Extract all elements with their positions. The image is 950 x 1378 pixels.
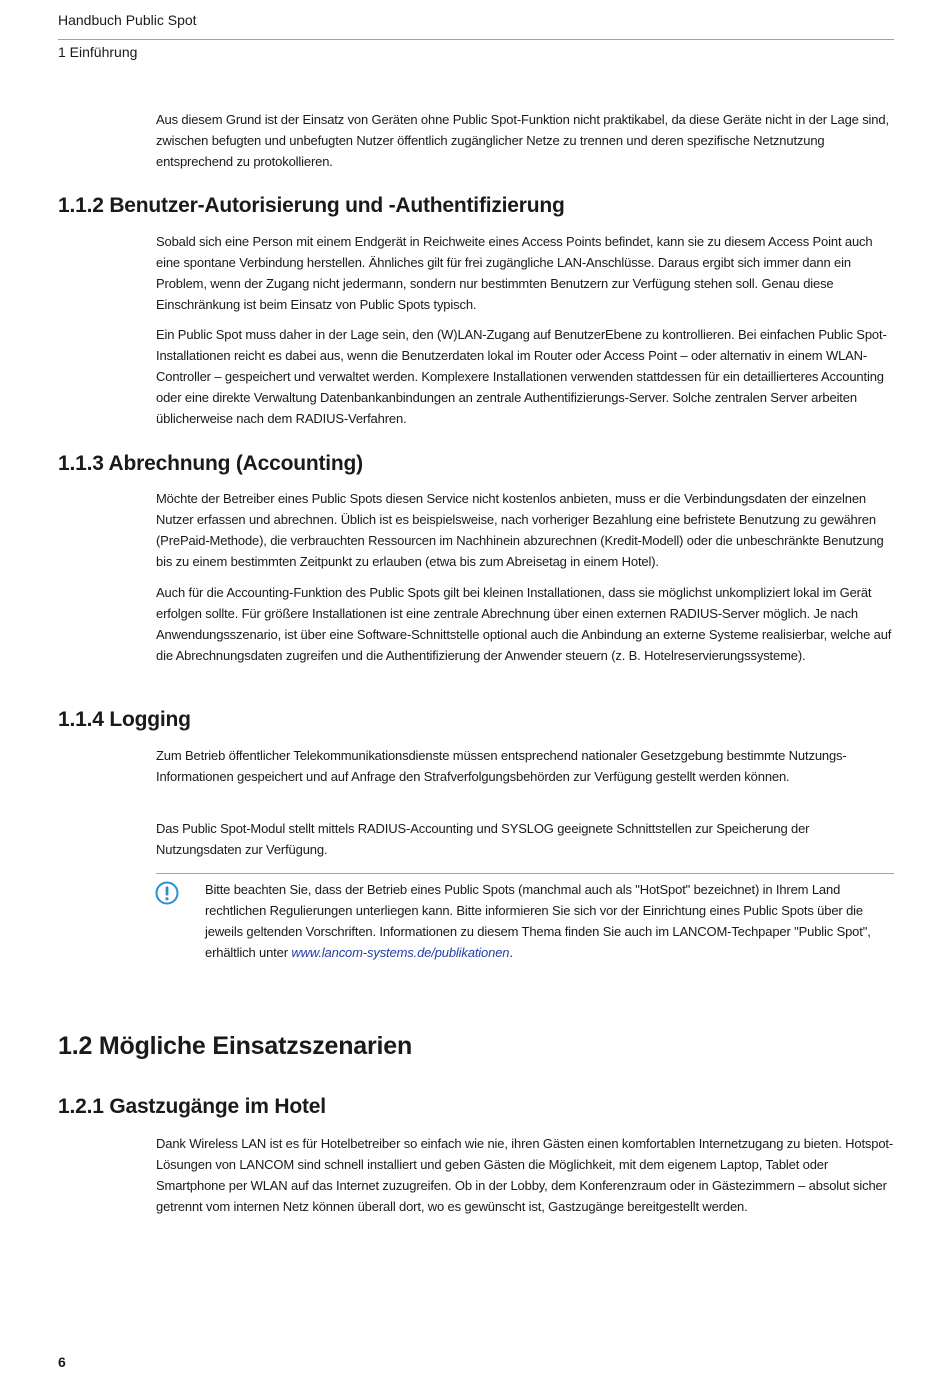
note-text [205, 879, 895, 963]
note-divider [156, 873, 894, 874]
heading-accounting: 1.1.3 Abrechnung (Accounting) [58, 452, 363, 475]
heading-hotel: 1.2.1 Gastzugänge im Hotel [58, 1095, 326, 1118]
header-divider [58, 39, 894, 40]
intro-paragraph: Aus diesem Grund ist der Einsatz von Geräten ohne Public Spot-Funktion nicht praktikabel, da diese Geräte nicht in der Lage sind, zwischen befugten und unbefugten Nutzer öffentlich zugänglicher Netze zu trennen und deren spezifische Netznutzung entsprechend zu protokollieren. [156, 112, 889, 169]
page-number: 6 [58, 1354, 66, 1370]
accounting-paragraph-1: Möchte der Betreiber eines Public Spots diesen Service nicht kostenlos anbieten, muss er die Verbindungsdaten der einzelnen Nutzer erfassen und abrechnen. Üblich ist es beispielsweise, nach vorheriger Bezahlung eine befristete Benutzung zu gewähren (PrePaid-Methode), die verbrauchten Ressourcen im Nachhinein abzurechnen (Kredit-Modell) oder die unbeschränkte Benutzung bis zu einem bestimmten Zeitpunkt zu erlauben (etwa bis zum Abreisetag in einem Hotel). [156, 491, 884, 569]
heading-scenarios: 1.2 Mögliche Einsatzszenarien [58, 1032, 413, 1060]
exclamation-circle-icon [155, 881, 179, 905]
page-header-chapter: 1 Einführung [58, 44, 138, 60]
note-end: . [509, 945, 513, 960]
heading-auth: 1.1.2 Benutzer-Autorisierung und -Authentifizierung [58, 194, 565, 217]
logging-paragraph-2: Das Public Spot-Modul stellt mittels RADIUS-Accounting und SYSLOG geeignete Schnittstellen zur Speicherung der Nutzungsdaten zur Verfügung. [156, 821, 810, 857]
publications-link[interactable]: www.lancom-systems.de/publikationen [291, 945, 510, 960]
accounting-paragraph-2: Auch für die Accounting-Funktion des Public Spots gilt bei kleinen Installationen, dass sie möglichst unkompliziert lokal im Gerät erfolgen sollte. Für größere Installationen ist eine zentrale Abrechnung über einen externen RADIUS-Server möglich. Je nach Anwendungsszenario, ist über eine Software-Schnittstelle optional auch die Anbindung an externe Systeme realisierbar, welche auf die Abrechnungsdaten zugreifen und die Authentifizierung der Anwender steuern (z. B. Hotelreservierungssysteme). [156, 585, 892, 663]
note-body: Bitte beachten Sie, dass der Betrieb eines Public Spots (manchmal auch als "HotSpot" bezeichnet) in Ihrem Land rechtlichen Regulierungen unterliegen kann. Bitte informieren Sie sich vor der Einrichtung eines Public Spots über die jeweils geltenden Vorschriften. Informationen zu diesem Thema finden Sie auch im LANCOM-Techpaper "Public Spot", erhältlich unter [205, 882, 871, 960]
logging-paragraph-1: Zum Betrieb öffentlicher Telekommunikationsdienste müssen entsprechend nationaler Gesetzgebung bestimmte Nutzungs-Informationen gespeichert und auf Anfrage den Strafverfolgungsbehörden zur Verfügung gestellt werden können. [156, 748, 847, 784]
heading-logging: 1.1.4 Logging [58, 708, 191, 731]
auth-paragraph-1: Sobald sich eine Person mit einem Endgerät in Reichweite eines Access Points befindet, kann sie zu diesem Access Point auch eine spontane Verbindung herstellen. Ähnliches gilt für frei zugängliche LAN-Anschlüsse. Daraus ergibt sich immer dann ein Problem, wenn der Zugang nicht jedermann, sondern nur bestimmten Benutzern zur Verfügung stehen soll. Genau diese Einschränkung ist beim Einsatz von Public Spots typisch. [156, 234, 873, 312]
page-header-title: Handbuch Public Spot [58, 12, 197, 28]
auth-paragraph-2: Ein Public Spot muss daher in der Lage sein, den (W)LAN-Zugang auf BenutzerEbene zu kontrollieren. Bei einfachen Public Spot-Installationen reicht es dabei aus, wenn die Benutzerdaten lokal im Router oder Access Point – oder alternativ in einem WLAN-Controller – gespeichert und verwaltet werden. Komplexere Installationen verwenden stattdessen für ein detaillierteres Accounting oder eine direkte Verwaltung Datenbankanbindungen an zentrale Authentifizierungs-Server. Solche zentralen Server arbeiten üblicherweise nach dem RADIUS-Verfahren. [156, 327, 887, 426]
hotel-paragraph-1: Dank Wireless LAN ist es für Hotelbetreiber so einfach wie nie, ihren Gästen einen komfortablen Internetzugang zu bieten. Hotspot-Lösungen von LANCOM sind schnell installiert und geben Gästen die Möglichkeit, mit dem eigenem Laptop, Tablet oder Smartphone per WLAN auf das Internet zuzugreifen. Ob in der Lobby, dem Konferenzraum oder in Gästezimmern – absolut sicher getrennt vom internen Netz können überall dort, wo es gewünscht ist, Gastzugänge bereitgestellt werden. [156, 1136, 894, 1214]
